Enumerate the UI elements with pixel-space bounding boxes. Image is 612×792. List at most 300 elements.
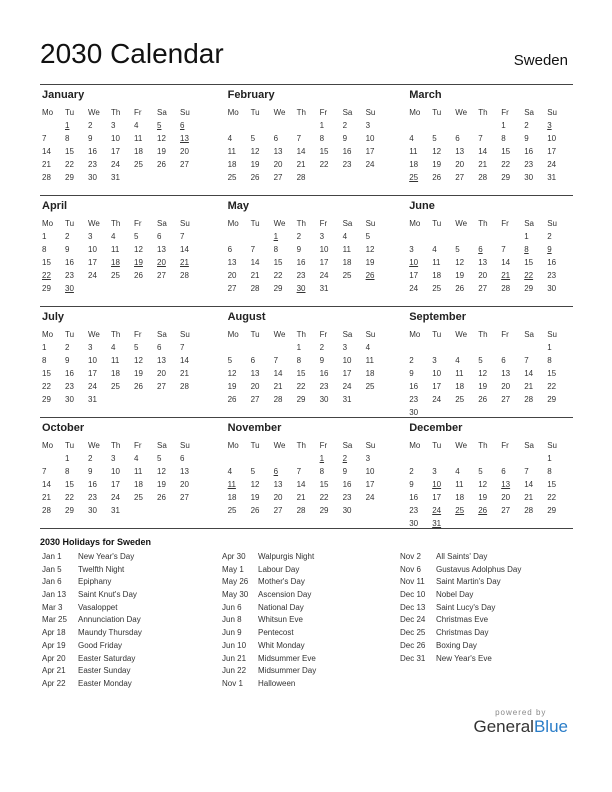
holiday-date: Dec 10 [400,590,426,600]
day-cell: 13 [227,258,237,267]
holidays-column-2 [222,552,316,692]
holiday-item [222,603,316,616]
weekday-header: Mo [42,107,54,117]
weekday-header: Tu [65,440,75,450]
holiday-name: Saint Lucy's Day [436,602,496,612]
holidays-column-3 [400,552,521,666]
month-november [218,418,396,528]
holiday-date: Nov 11 [400,577,425,587]
day-cell: 2 [524,121,529,130]
week-row [409,132,570,145]
week-row [228,465,389,478]
day-cell: 14 [180,356,189,365]
day-cell: 17 [88,369,97,378]
day-cell: 25 [365,382,375,391]
day-cell: 23 [65,382,74,391]
day-cell: 1 [42,232,47,241]
week-row [228,282,389,295]
day-cell: 24 [409,284,419,293]
day-cell [42,119,65,132]
week-row [42,341,203,354]
day-cell: 7 [296,467,302,476]
day-cell: 23 [409,395,419,404]
day-cell: 4 [134,121,139,130]
day-cell [478,230,501,243]
holiday-item [42,641,142,654]
day-cell: 14 [478,147,488,156]
day-cell: 8 [296,356,302,365]
day-cell: 1 [547,343,552,352]
day-cell: 27 [501,506,511,515]
day-cell: 15 [524,258,534,267]
week-row [409,452,570,465]
day-cell: 10 [432,480,442,489]
day-cell: 8 [273,245,279,254]
day-cell: 11 [455,369,464,378]
day-cell: 15 [319,147,329,156]
day-cell: 8 [42,356,47,365]
day-cell: 21 [478,160,488,169]
day-cell: 7 [180,232,185,241]
day-cell [180,504,203,517]
holiday-date: Jun 9 [222,628,242,638]
day-cell: 16 [88,480,97,489]
day-cell: 30 [547,284,557,293]
day-cell: 14 [42,147,51,156]
brand-logo[interactable] [473,708,568,737]
weekday-header: Fr [134,218,142,228]
day-cell: 14 [296,147,306,156]
day-cell: 11 [455,480,464,489]
week-row [228,230,389,243]
weekday-header: Sa [342,329,353,339]
day-cell [274,119,297,132]
day-cell [478,517,501,530]
holiday-item [42,615,142,628]
weekday-header: Th [478,107,488,117]
day-cell [501,341,524,354]
day-cell [501,230,524,243]
weekday-header: Fr [501,107,509,117]
day-cell: 14 [180,245,189,254]
day-cell: 19 [365,258,375,267]
day-cell: 23 [296,271,306,280]
weekday-header: We [273,218,286,228]
holiday-name: Midsummer Day [258,666,317,676]
day-cell: 13 [273,480,283,489]
month-august [218,307,396,417]
holiday-name: Ascension Day [258,590,312,600]
weekday-header: Mo [227,440,239,450]
day-cell: 7 [296,134,302,143]
weekday-header: We [455,440,468,450]
weekday-header: Mo [409,218,421,228]
month-december [395,418,573,528]
day-cell [157,282,180,295]
holiday-item [42,552,142,565]
holiday-name: Mother's Day [258,577,305,587]
month-april [40,196,218,306]
day-cell: 17 [409,271,419,280]
week-row [42,256,203,269]
weekday-header: Mo [42,329,54,339]
day-cell: 11 [432,258,441,267]
month-table [228,216,389,295]
holiday-date: Jan 13 [42,590,67,600]
day-cell: 28 [180,382,189,391]
day-cell: 19 [134,258,143,267]
week-row [42,145,203,158]
holiday-item [42,679,142,692]
day-cell: 19 [455,271,465,280]
weekday-header: Su [180,329,190,339]
day-cell: 16 [65,258,74,267]
day-cell: 31 [547,173,557,182]
day-cell: 24 [432,395,442,404]
day-cell [478,452,501,465]
month-october [40,418,218,528]
day-cell: 24 [365,493,375,502]
day-cell: 26 [250,506,260,515]
day-cell: 19 [250,160,260,169]
weekday-header: Th [296,329,306,339]
day-cell: 7 [180,343,185,352]
holiday-name: Saint Martin's Day [436,577,501,587]
month-name: February [227,89,275,101]
day-cell [524,517,547,530]
weekday-header: Mo [409,107,421,117]
week-row [228,354,389,367]
day-cell: 15 [273,258,283,267]
holiday-item [222,590,316,603]
holidays-title: 2030 Holidays for Sweden [40,537,152,547]
day-cell: 14 [524,480,534,489]
day-cell: 18 [455,382,465,391]
day-cell: 26 [478,395,488,404]
day-cell: 4 [365,343,371,352]
brand-general: General [473,717,534,736]
day-cell: 21 [180,258,189,267]
weekday-header: Tu [65,218,75,228]
day-cell: 9 [319,356,325,365]
day-cell [366,504,389,517]
brand-blue: Blue [533,717,568,736]
day-cell: 13 [455,147,465,156]
holiday-name: Christmas Eve [436,615,489,625]
day-cell [134,504,157,517]
day-cell: 9 [547,245,552,254]
day-cell: 13 [273,147,283,156]
day-cell: 6 [501,356,506,365]
day-cell: 25 [409,173,419,182]
day-cell: 30 [342,506,352,515]
day-cell: 27 [455,173,465,182]
day-cell: 16 [409,382,419,391]
day-cell: 30 [524,173,534,182]
day-cell: 23 [524,160,534,169]
weekday-header: Sa [524,440,534,450]
holiday-name: Boxing Day [436,640,477,650]
day-cell: 6 [455,134,460,143]
weekday-header: Fr [134,107,142,117]
calendar-row [40,417,573,529]
weekday-header: Mo [42,218,54,228]
weekday-header: Th [478,329,488,339]
holiday-name: Whit Monday [258,640,305,650]
holiday-name: Gustavus Adolphus Day [436,564,522,574]
day-cell: 16 [524,147,534,156]
day-cell: 20 [250,382,260,391]
day-cell: 15 [65,147,74,156]
day-cell: 18 [227,493,237,502]
day-cell: 24 [88,271,97,280]
holiday-item [400,552,521,565]
day-cell: 12 [227,369,237,378]
day-cell: 12 [478,369,488,378]
holiday-name: Nobel Day [436,590,474,600]
day-cell: 14 [296,480,306,489]
day-cell: 5 [157,454,162,463]
month-name: April [42,200,68,212]
weekday-header: Th [111,440,121,450]
week-row [409,465,570,478]
day-cell: 6 [157,343,162,352]
holiday-name: Twelfth Night [78,564,125,574]
day-cell: 20 [478,271,488,280]
day-cell: 1 [524,232,529,241]
day-cell: 4 [227,134,233,143]
day-cell: 19 [250,493,260,502]
month-table [409,105,570,184]
day-cell: 2 [319,343,325,352]
day-cell: 17 [547,147,557,156]
day-cell: 6 [180,454,185,463]
month-name: December [409,422,463,434]
week-row [409,256,570,269]
holiday-date: Jun 10 [222,640,247,650]
weekday-header: Fr [501,218,509,228]
day-cell: 25 [111,271,120,280]
day-cell: 23 [88,160,97,169]
month-table [42,327,203,406]
day-cell: 28 [250,284,260,293]
day-cell: 15 [42,369,51,378]
holiday-item [222,666,316,679]
day-cell [432,452,455,465]
day-cell: 23 [409,506,419,515]
day-cell [297,119,320,132]
holiday-item [222,552,316,565]
holiday-item [222,679,316,692]
calendar-row [40,84,573,195]
day-cell: 25 [111,382,120,391]
week-row [228,171,389,184]
day-cell: 15 [547,480,557,489]
day-cell: 12 [365,245,375,254]
week-row [42,380,203,393]
day-cell: 20 [157,369,166,378]
day-cell: 16 [65,369,74,378]
day-cell: 28 [296,173,306,182]
day-cell: 13 [180,467,189,476]
day-cell: 6 [273,134,279,143]
holiday-date: Dec 13 [400,602,426,612]
holiday-item [222,615,316,628]
day-cell [409,230,432,243]
day-cell [320,171,343,184]
day-cell [366,282,389,295]
day-cell: 17 [365,147,375,156]
day-cell: 3 [88,232,93,241]
holiday-item [42,603,142,616]
month-name: September [409,311,467,323]
week-row [42,478,203,491]
holiday-date: Apr 21 [42,666,66,676]
day-cell: 9 [524,134,529,143]
day-cell: 6 [250,356,256,365]
day-cell: 2 [409,356,414,365]
day-cell: 25 [227,506,237,515]
day-cell: 12 [478,480,488,489]
month-table [42,216,203,295]
holiday-date: Nov 6 [400,564,421,574]
weekday-header: Sa [342,440,353,450]
day-cell: 28 [180,271,189,280]
day-cell: 20 [227,271,237,280]
weekday-header: Sa [342,107,353,117]
month-name: June [409,200,435,212]
holiday-name: Saint Knut's Day [78,590,137,600]
day-cell: 15 [65,480,74,489]
weekday-header: Th [111,329,121,339]
day-cell [343,282,366,295]
day-cell: 27 [250,395,260,404]
day-cell: 25 [134,493,143,502]
weekday-header: Th [111,218,121,228]
day-cell: 4 [111,343,116,352]
day-cell: 15 [319,480,329,489]
day-cell: 27 [157,382,166,391]
day-cell: 11 [134,134,143,143]
weekday-header: Sa [157,440,167,450]
weekday-header: Sa [524,329,534,339]
day-cell: 24 [342,382,352,391]
week-row [409,171,570,184]
day-cell: 27 [180,493,189,502]
day-cell: 3 [432,467,437,476]
day-cell [228,341,251,354]
day-cell: 26 [365,271,375,280]
day-cell: 22 [65,493,74,502]
holiday-item [222,565,316,578]
day-cell: 1 [319,121,325,130]
day-cell: 11 [342,245,351,254]
day-cell: 22 [547,382,557,391]
day-cell: 30 [65,284,74,293]
day-cell: 16 [342,480,352,489]
day-cell: 29 [65,506,74,515]
week-row [228,269,389,282]
holiday-item [400,641,521,654]
weekday-header: Su [365,440,376,450]
day-cell: 4 [455,467,460,476]
weekday-header: We [455,107,468,117]
week-row [228,380,389,393]
day-cell: 13 [501,369,511,378]
day-cell: 3 [342,343,348,352]
day-cell: 29 [296,395,306,404]
day-cell [547,517,570,530]
weekday-header: Sa [342,218,353,228]
day-cell: 11 [134,467,143,476]
holiday-item [222,577,316,590]
week-row [42,230,203,243]
day-cell: 5 [432,134,437,143]
day-cell [432,341,455,354]
day-cell: 15 [296,369,306,378]
day-cell: 26 [157,160,166,169]
month-name: November [227,422,282,434]
holiday-name: Good Friday [78,640,123,650]
day-cell: 4 [455,356,460,365]
day-cell: 29 [547,395,557,404]
day-cell: 24 [88,382,97,391]
holiday-date: Dec 24 [400,615,426,625]
day-cell: 12 [157,467,166,476]
day-cell [455,341,478,354]
day-cell: 6 [501,467,506,476]
day-cell: 9 [65,245,70,254]
day-cell: 12 [157,134,166,143]
day-cell: 20 [455,160,465,169]
week-row [42,282,203,295]
day-cell: 22 [319,160,329,169]
day-cell: 19 [432,160,442,169]
day-cell: 9 [65,356,70,365]
week-row [42,465,203,478]
day-cell: 27 [227,284,237,293]
day-cell [251,452,274,465]
day-cell: 30 [296,284,306,293]
day-cell: 22 [501,160,511,169]
holiday-date: Apr 30 [222,552,246,561]
day-cell: 30 [409,519,419,528]
weekday-header: Sa [524,218,534,228]
month-may [218,196,396,306]
day-cell: 23 [342,493,352,502]
holiday-name: Walpurgis Night [258,552,315,561]
day-cell [134,282,157,295]
day-cell: 17 [342,369,352,378]
holiday-name: Easter Sunday [78,666,131,676]
weekday-header: Fr [134,440,142,450]
day-cell [111,393,134,406]
day-cell: 27 [157,271,166,280]
holiday-item [400,590,521,603]
day-cell: 1 [547,454,552,463]
day-cell: 11 [409,147,418,156]
day-cell: 23 [547,271,557,280]
day-cell: 21 [273,382,283,391]
week-row [42,367,203,380]
day-cell: 15 [501,147,511,156]
holiday-item [42,666,142,679]
holiday-name: Epiphany [78,577,112,587]
day-cell: 29 [42,395,51,404]
day-cell: 10 [365,134,375,143]
day-cell [157,504,180,517]
month-table [42,105,203,184]
